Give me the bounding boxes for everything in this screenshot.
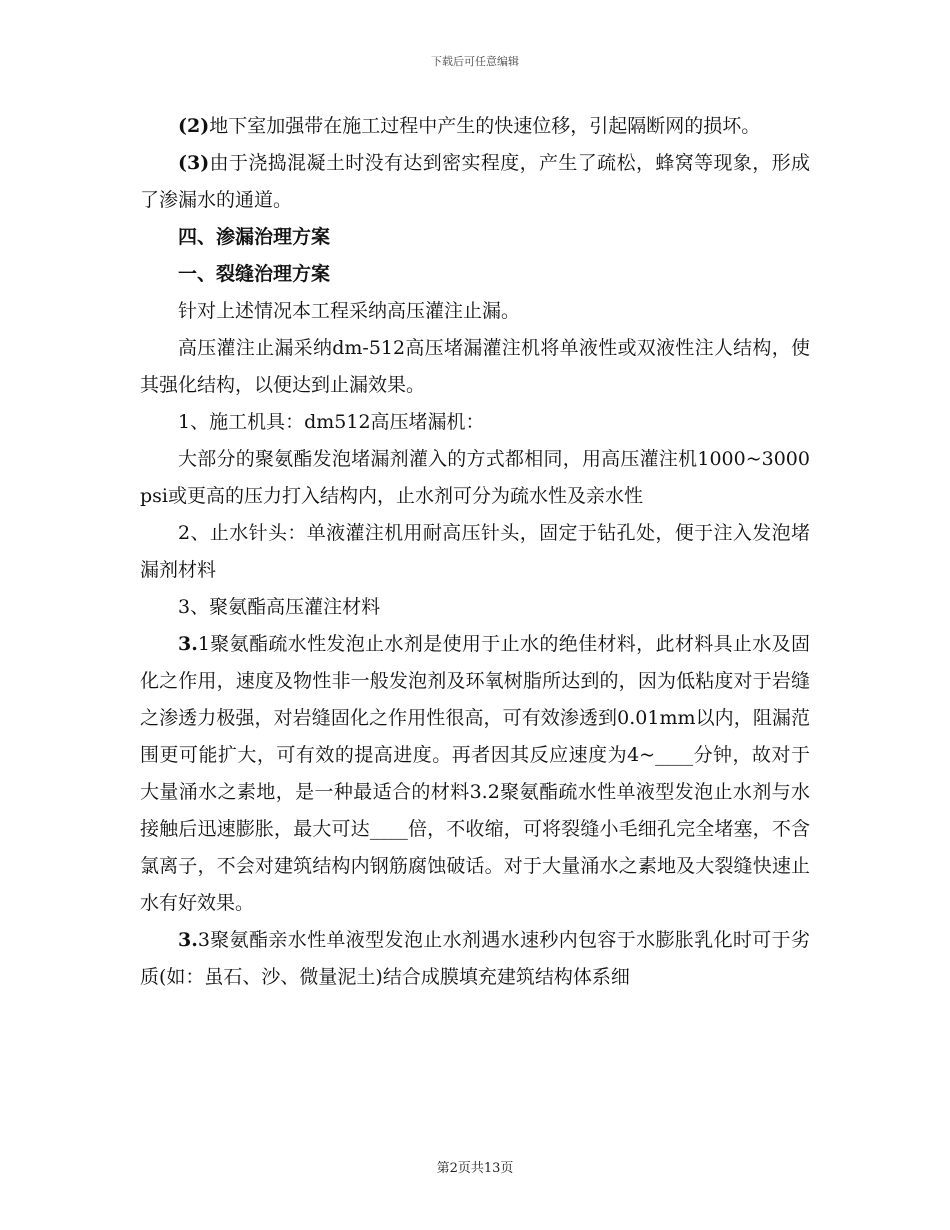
paragraph-material-3-1 — [140, 626, 810, 922]
paragraph-text: 3聚氨酯亲水性单液型发泡止水剂遇水速秒内包容于水膨胀乳化时可于劣质(如：虽石、沙、微量泥土)结合成膜填充建筑结构体系细 — [140, 929, 810, 988]
paragraph-number: (2) — [178, 115, 210, 137]
paragraph-item-3-materials: 3、聚氨酯高压灌注材料 — [178, 596, 381, 618]
paragraph-number: (3) — [178, 152, 210, 174]
paragraph-method: 针对上述情况本工程采纳高压灌注止漏。 — [178, 300, 521, 322]
page-number: 第2页共13页 — [436, 1161, 514, 1176]
paragraph-cause-3 — [140, 145, 810, 219]
paragraph-number: 3. — [178, 929, 198, 951]
section-heading-leak-treatment: 四、渗漏治理方案 — [178, 226, 331, 248]
paragraph-injection-method: 大部分的聚氨酯发泡堵漏剂灌入的方式都相同，用高压灌注机1000~3000psi或更高的压力打入结构内，止水剂可分为疏水性及亲水性 — [140, 448, 810, 507]
paragraph-text: 由于浇捣混凝土时没有达到密实程度，产生了疏松，蜂窝等现象，形成了渗漏水的通道。 — [140, 152, 810, 211]
paragraph-number: 3. — [178, 633, 198, 655]
section-heading-crack-treatment: 一、裂缝治理方案 — [178, 263, 331, 285]
paragraph-text: 地下室加强带在施工过程中产生的快速位移，引起隔断网的损坏。 — [209, 115, 761, 137]
document-body — [140, 108, 810, 996]
paragraph-item-1-tools: 1、施工机具：dm512高压堵漏机： — [178, 411, 485, 433]
paragraph-cause-2 — [140, 108, 810, 145]
paragraph-text: 1聚氨酯疏水性发泡止水剂是使用于止水的绝佳材料，此材料具止水及固化之作用，速度及物性非一般发泡剂及环氧树脂所达到的，因为低粘度对于岩缝之渗透力极强，对岩缝固化之作用性很高，可有效渗透到0.01mm以内，阻漏范围更可能扩大，可有效的提高进度。再者因其反应速度为4~____分钟，故对于大量涌水之素地，是一种最适合的材料3.2聚氨酯疏水性单液型发泡止水剂与水接触后迅速膨胀，最大可达____倍，不收缩，可将裂缝小毛细孔完全堵塞，不含氯离子，不会对建筑结构内钢筋腐蚀破话。对于大量涌水之素地及大裂缝快速止水有好效果。 — [140, 633, 810, 914]
paragraph-item-2-needle: 2、止水针头：单液灌注机用耐高压针头，固定于钻孔处，便于注入发泡堵漏剂材料 — [140, 522, 810, 581]
paragraph-machine-description: 高压灌注止漏采纳dm-512高压堵漏灌注机将单液性或双液性注人结构，使其强化结构，以便达到止漏效果。 — [140, 337, 810, 396]
paragraph-material-3-3 — [140, 922, 810, 996]
page-header-note: 下载后可任意编辑 — [431, 55, 519, 68]
